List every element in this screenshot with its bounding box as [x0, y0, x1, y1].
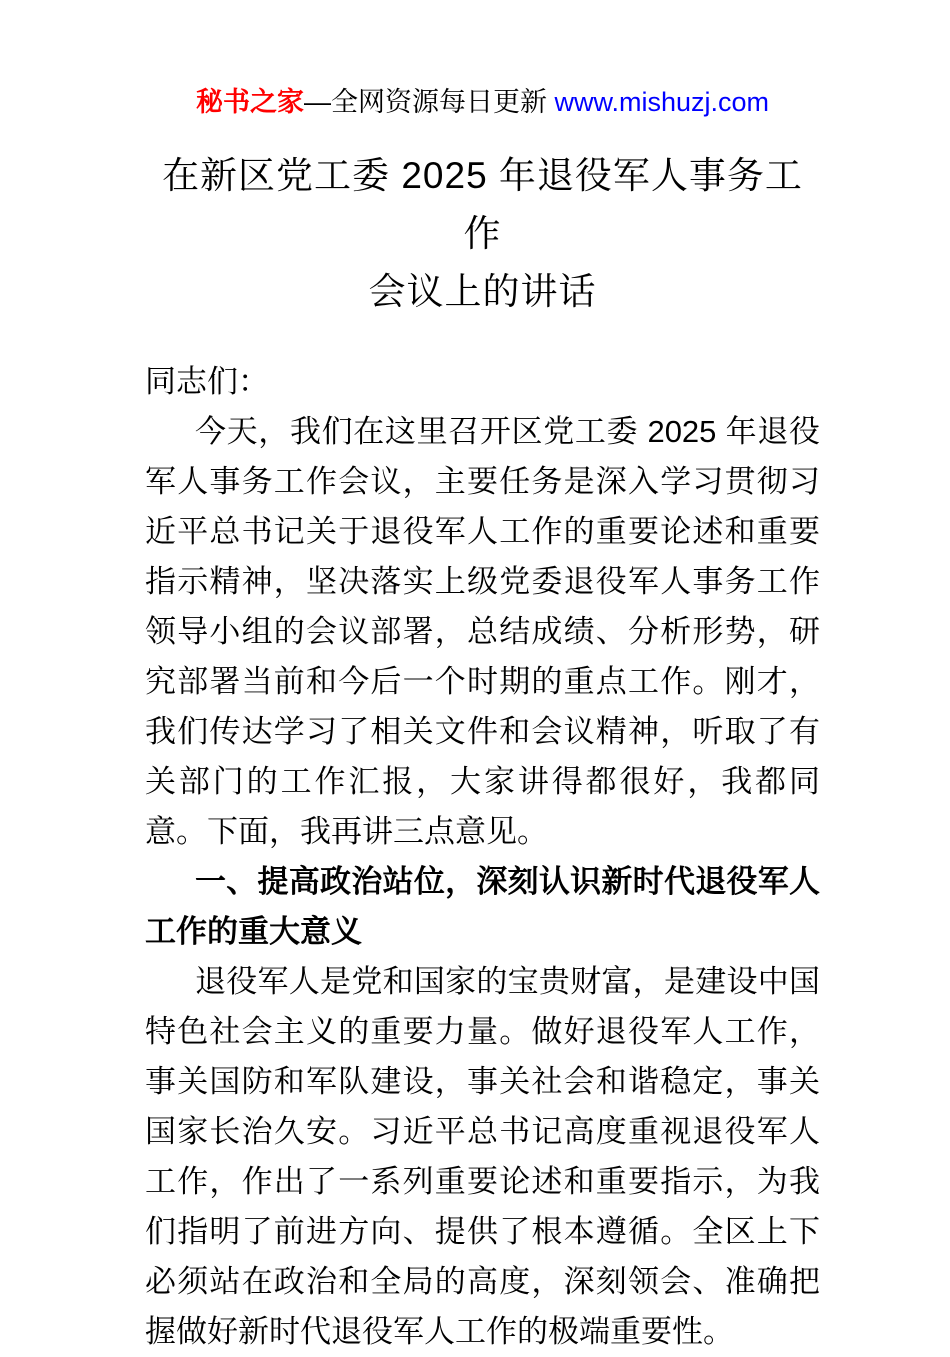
document-title: [145, 147, 820, 321]
site-url-link[interactable]: www.mishuzj.com: [554, 87, 770, 117]
document-body: [145, 357, 820, 1357]
section-heading-1: 一、提高政治站位，深刻认识新时代退役军人工作的重大意义: [145, 864, 820, 949]
site-tagline: —全网资源每日更新: [303, 87, 547, 117]
document-title-line-1: 在新区党工委 2025 年退役军人事务工作: [162, 155, 803, 254]
body-paragraph-2: 退役军人是党和国家的宝贵财富，是建设中国特色社会主义的重要力量。做好退役军人工作，事关国防和军队建设，事关社会和谐稳定，事关国家长治久安。习近平总书记高度重视退役军人工作，作出了一系列重要论述和重要指示，为我们指明了前进方向、提供了根本遵循。全区上下必须站在政治和全局的高度，深刻领会、准确把握做好新时代退役军人工作的极端重要性。: [145, 964, 820, 1349]
site-header: [145, 85, 820, 119]
site-brand: 秘书之家: [195, 87, 304, 117]
greeting-line: 同志们：: [145, 364, 269, 399]
document-title-line-2: 会议上的讲话: [368, 271, 597, 312]
body-paragraph-1: 今天，我们在这里召开区党工委 2025 年退役军人事务工作会议，主要任务是深入学习贯彻习近平总书记关于退役军人工作的重要论述和重要指示精神，坚决落实上级党委退役军人事务工作领导小组的会议部署，总结成绩、分析形势，研究部署当前和今后一个时期的重点工作。刚才，我们传达学习了相关文件和会议精神，听取了有关部门的工作汇报，大家讲得都很好，我都同意。下面，我再讲三点意见。: [145, 414, 820, 849]
